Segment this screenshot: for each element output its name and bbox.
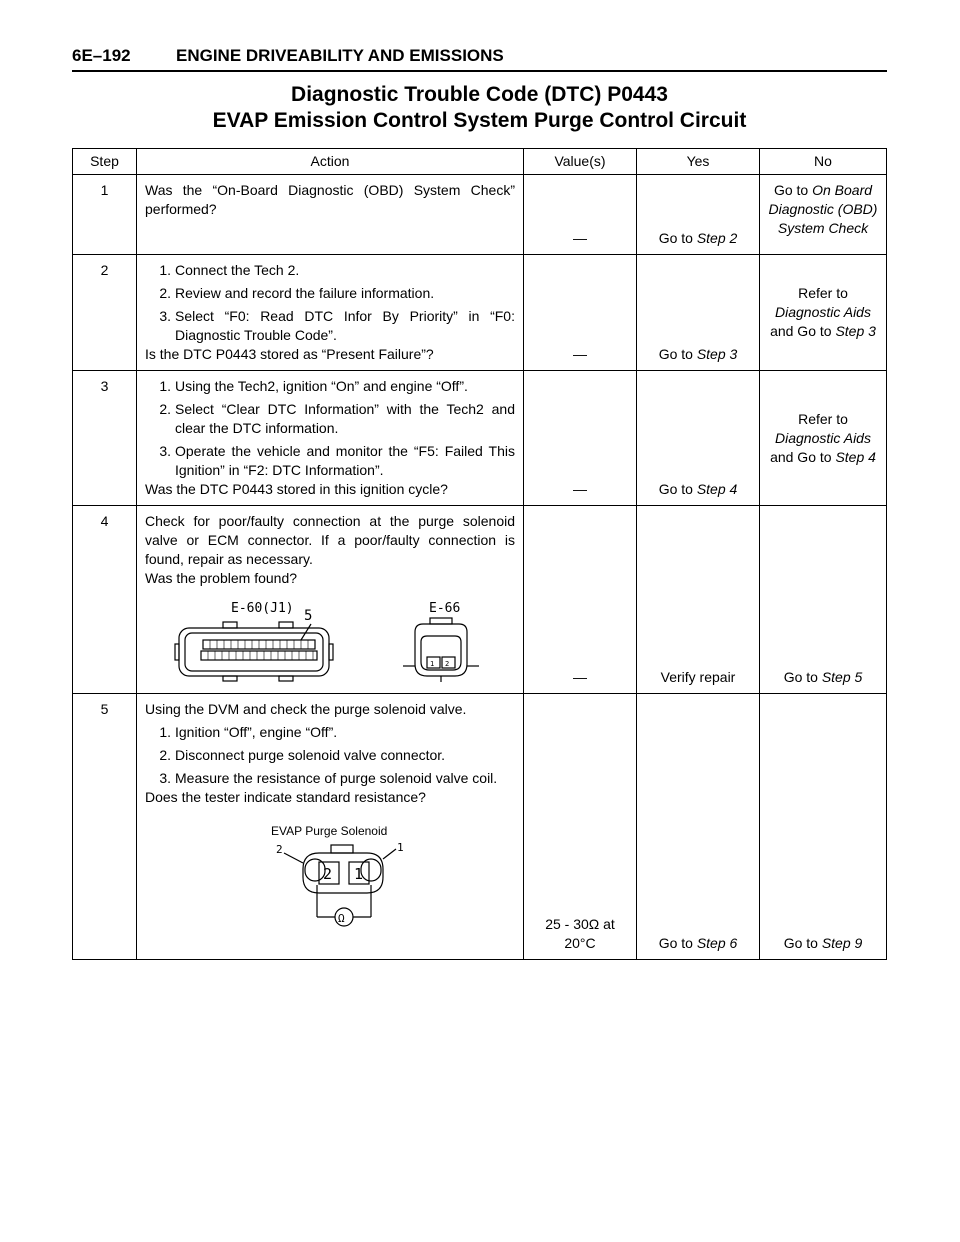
- yes-cell: [637, 694, 760, 960]
- no-mid: and Go to: [770, 323, 836, 339]
- connector-e60-label: E-60(J1): [231, 601, 294, 616]
- action-question: Does the tester indicate standard resistance?: [145, 789, 426, 805]
- section-title: ENGINE DRIVEABILITY AND EMISSIONS: [176, 46, 504, 65]
- title-line-2: EVAP Emission Control System Purge Control Circuit: [212, 109, 747, 132]
- action-question: Is the DTC P0443 stored as “Present Failure”?: [145, 346, 434, 362]
- action-cell: [137, 506, 524, 694]
- value-cell: —: [524, 371, 637, 506]
- value-cell: 25 - 30Ω at 20°C: [524, 694, 637, 960]
- value-cell: —: [524, 175, 637, 255]
- yes-prefix: Go to: [658, 481, 697, 497]
- action-steps: [145, 723, 515, 788]
- solenoid-label: EVAP Purge Solenoid: [271, 825, 388, 838]
- table-row: [73, 506, 887, 694]
- no-ref-link[interactable]: Diagnostic Aids: [775, 429, 871, 446]
- list-item: 1. Connect the Tech 2.: [159, 262, 300, 278]
- yes-cell: [637, 371, 760, 506]
- step-number: 1: [73, 175, 137, 255]
- step-number: 2: [73, 255, 137, 371]
- col-values: Value(s): [524, 149, 637, 175]
- ohm-meter-icon: Ω: [338, 912, 345, 925]
- yes-cell: [637, 255, 760, 371]
- no-prefix: Go to: [783, 669, 822, 685]
- solenoid-terminal-2-label: 2: [323, 865, 333, 883]
- connector-e66-shape: [403, 618, 479, 682]
- table-row: [73, 371, 887, 506]
- e66-pin2-label: 2: [445, 660, 450, 668]
- action-steps: [145, 377, 515, 480]
- action-cell: [137, 371, 524, 506]
- action-question: Was the DTC P0443 stored in this ignition cycle?: [145, 481, 448, 497]
- document-title: [72, 82, 887, 134]
- no-cell: [760, 175, 887, 255]
- table-header-row: [73, 149, 887, 175]
- connector-e66-label: E-66: [429, 601, 461, 616]
- connector-e60-shape: [175, 622, 333, 681]
- table-row: [73, 694, 887, 960]
- list-item: 2. Review and record the failure information.: [159, 285, 435, 301]
- e66-pin1-label: 1: [430, 660, 435, 668]
- list-item: 3. Operate the vehicle and monitor the “F5: Failed This Ignition” in “F2: DTC Information”.: [159, 443, 515, 478]
- list-item: 1. Using the Tech2, ignition “On” and engine “Off”.: [159, 378, 468, 394]
- col-no: No: [760, 149, 887, 175]
- no-ref-link[interactable]: Diagnostic Aids: [775, 304, 871, 320]
- list-item: 2. Disconnect purge solenoid valve connector.: [159, 747, 446, 763]
- pin-callout-label: 5: [304, 608, 313, 624]
- no-ref-link[interactable]: On Board Diagnostic (OBD) System Check: [768, 182, 878, 236]
- no-prefix: Refer to: [798, 410, 848, 427]
- no-prefix: Go to: [783, 935, 822, 951]
- solenoid-terminal-1-label: 1: [354, 865, 364, 883]
- no-step-link[interactable]: Step 3: [835, 323, 876, 339]
- list-item: 2. Select “Clear DTC Information” with the Tech2 and clear the DTC information.: [159, 401, 515, 436]
- yes-step-link[interactable]: Step 2: [696, 230, 738, 246]
- action-question: Was the problem found?: [145, 570, 298, 586]
- table-row: [73, 175, 887, 255]
- no-step-link[interactable]: Step 5: [821, 669, 863, 685]
- action-cell: [137, 694, 524, 960]
- yes-prefix: Go to: [658, 935, 697, 951]
- no-mid: and Go to: [770, 448, 836, 465]
- no-cell: [760, 694, 887, 960]
- solenoid-pin-right-label: 1: [397, 841, 404, 854]
- action-text: Check for poor/faulty connection at the purge solenoid valve or ECM connector. If a poor/faulty connection is found, repair as necessary.: [145, 513, 515, 567]
- yes-step-link[interactable]: Step 6: [696, 935, 738, 951]
- no-step-link[interactable]: Step 9: [821, 935, 863, 951]
- page-header: [72, 46, 887, 72]
- connector-diagram: [145, 598, 515, 687]
- yes-cell: Verify repair: [637, 506, 760, 694]
- no-step-link[interactable]: Step 4: [835, 448, 876, 465]
- diagnostic-table: [72, 148, 887, 960]
- connector-diagram-svg: [145, 598, 505, 682]
- action-text: Using the DVM and check the purge solenoid valve.: [145, 701, 467, 717]
- step-number: 4: [73, 506, 137, 694]
- col-action: Action: [137, 149, 524, 175]
- action-cell: [137, 255, 524, 371]
- table-row: [73, 255, 887, 371]
- step-number: 5: [73, 694, 137, 960]
- no-cell: [760, 255, 887, 371]
- no-prefix: Refer to: [798, 285, 848, 301]
- list-item: 3. Select “F0: Read DTC Infor By Priority” in “F0: Diagnostic Trouble Code”.: [159, 308, 515, 343]
- solenoid-pin-left-label: 2: [276, 843, 283, 856]
- value-cell: —: [524, 506, 637, 694]
- yes-step-link[interactable]: Step 3: [696, 346, 738, 362]
- connector-e60-pins: [208, 640, 313, 660]
- value-cell: —: [524, 255, 637, 371]
- page-number: 6E–192: [72, 46, 131, 65]
- no-prefix: Go to: [773, 182, 813, 198]
- yes-cell: [637, 175, 760, 255]
- title-line-1: Diagnostic Trouble Code (DTC) P0443: [291, 83, 668, 106]
- no-cell: [760, 506, 887, 694]
- list-item: 3. Measure the resistance of purge solenoid valve coil.: [159, 770, 498, 786]
- step-number: 3: [73, 371, 137, 506]
- action-steps: [145, 261, 515, 345]
- list-item: 1. Ignition “Off”, engine “Off”.: [159, 724, 338, 740]
- yes-prefix: Go to: [658, 346, 697, 362]
- solenoid-diagram: [145, 825, 515, 940]
- yes-prefix: Go to: [658, 230, 697, 246]
- solenoid-diagram-svg: [145, 825, 505, 935]
- action-text: Was the “On-Board Diagnostic (OBD) System Check” performed?: [137, 175, 524, 255]
- col-step: Step: [73, 149, 137, 175]
- col-yes: Yes: [637, 149, 760, 175]
- yes-step-link[interactable]: Step 4: [696, 481, 738, 497]
- no-cell: [760, 371, 887, 506]
